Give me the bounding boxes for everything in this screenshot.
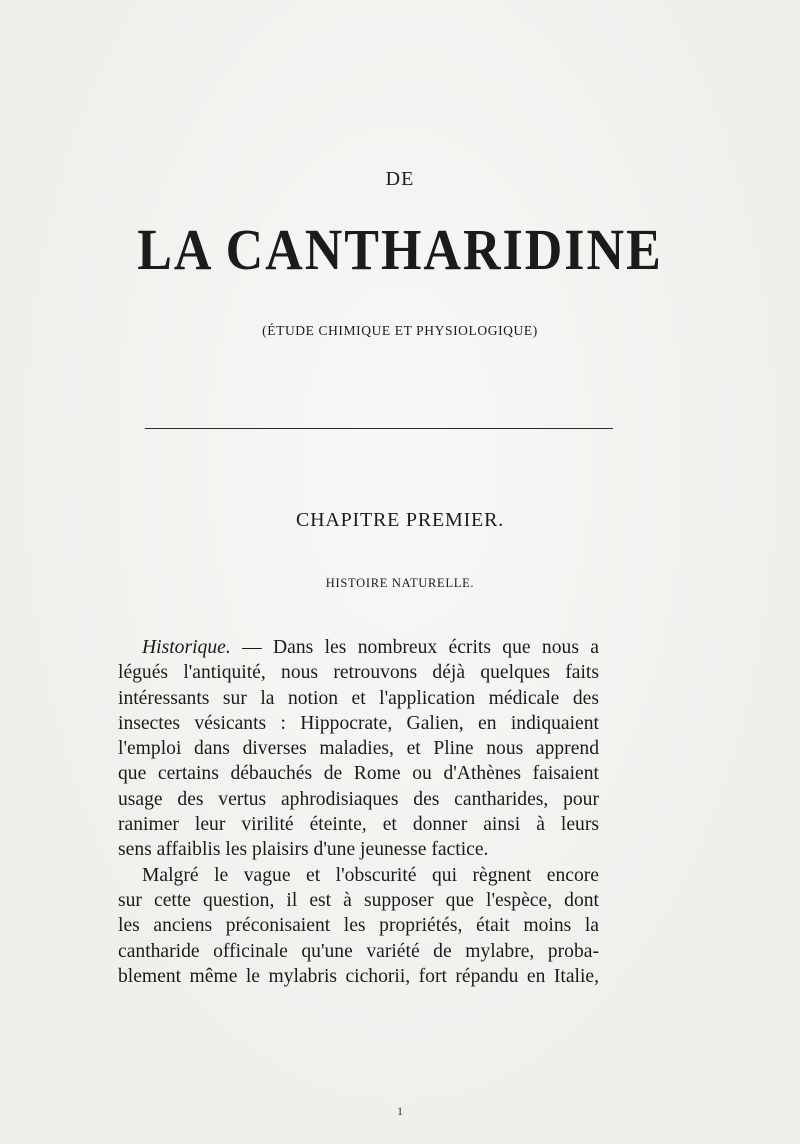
paragraph-line: Malgré le vague et l'obscurité qui règnent encore xyxy=(142,864,599,886)
paragraph-line: les anciens préconisaient les propriétés, était moins la xyxy=(118,915,599,937)
title-divider xyxy=(145,428,613,429)
page-subtitle: (ÉTUDE CHIMIQUE ET PHYSIOLOGIQUE) xyxy=(262,323,538,338)
paragraph-line: insectes vésicants : Hippocrate, Galien, en indiquaient xyxy=(118,712,599,734)
body-text xyxy=(118,635,599,989)
paragraph-line: sens affaiblis les plaisirs d'une jeunesse factice. xyxy=(118,839,489,861)
section-title: HISTOIRE NATURELLE. xyxy=(325,576,475,590)
paragraph-line xyxy=(118,635,599,660)
paragraph-line: sur cette question, il est à supposer que l'espèce, dont xyxy=(118,889,599,911)
paragraph-line: blement même le mylabris cichorii, fort répandu en Italie, xyxy=(118,965,599,987)
chapter-title: CHAPITRE PREMIER. xyxy=(295,509,505,531)
paragraph-lead-rest: — Dans les nombreux écrits que nous a xyxy=(230,637,599,658)
paragraph-line: usage des vertus aphrodisiaques des cantharides, pour xyxy=(118,788,599,810)
title-prefix: DE xyxy=(385,168,415,190)
paragraph-line: que certains débauchés de Rome ou d'Athènes faisaient xyxy=(118,763,599,785)
paragraph-line: intéressants sur la notion et l'application médicale des xyxy=(118,687,599,709)
page-title: LA CANTHARIDINE xyxy=(137,218,663,283)
page-number: 1 xyxy=(397,1104,403,1118)
paragraph-line: l'emploi dans diverses maladies, et Pline nous apprend xyxy=(118,738,599,760)
paragraph-line: légués l'antiquité, nous retrouvons déjà quelques faits xyxy=(118,662,599,684)
paragraph-line: ranimer leur virilité éteinte, et donner ainsi à leurs xyxy=(118,814,599,836)
paragraph-lead: Historique. xyxy=(142,637,231,658)
paragraph-line: cantharide officinale qu'une variété de mylabre, proba- xyxy=(118,940,599,962)
